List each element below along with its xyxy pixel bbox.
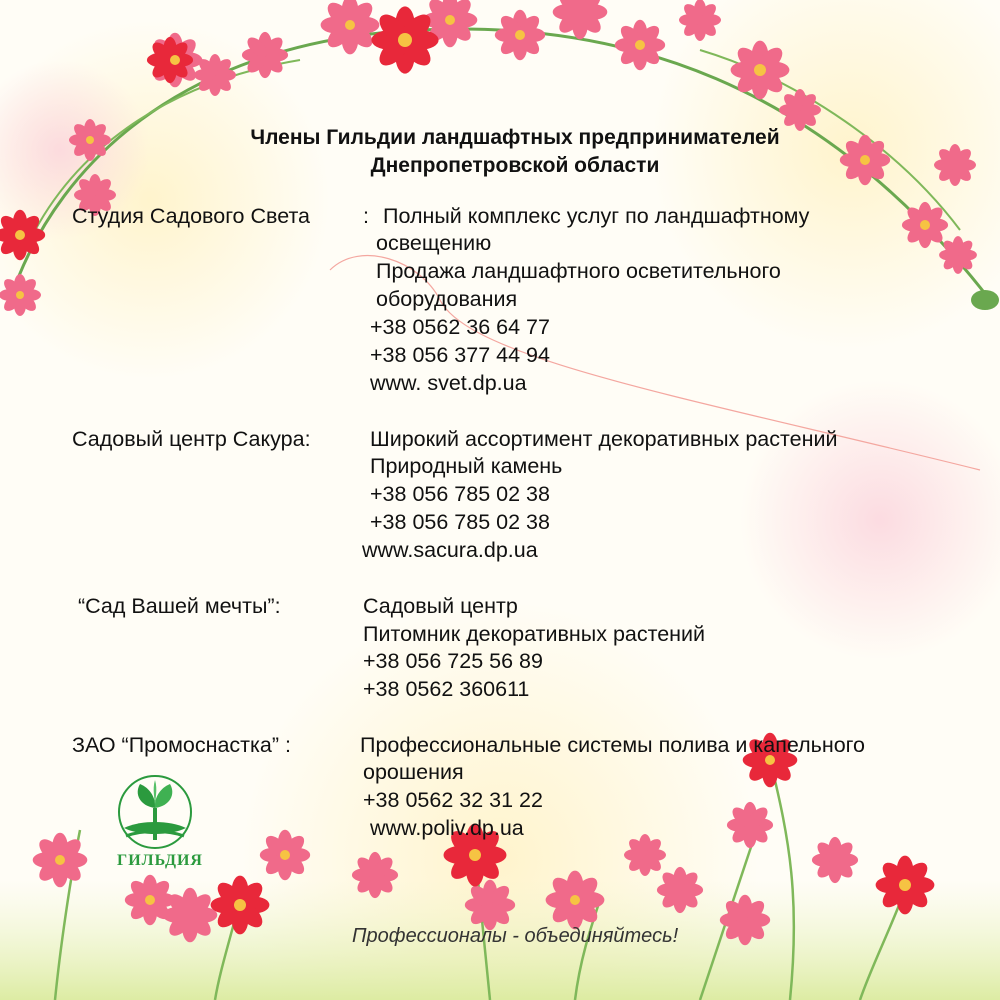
member-phone: +38 056 377 44 94 — [370, 343, 550, 367]
member-name-sakura: Садовый центр Сакура: — [72, 427, 311, 451]
member-description: Широкий ассортимент декоративных растений — [370, 427, 838, 451]
member-website-link[interactable]: www.sacura.dp.ua — [362, 538, 538, 562]
member-name-svet: Студия Садового Света — [72, 204, 311, 228]
member-description: Профессиональные системы полива и капельного — [360, 733, 865, 757]
member-description: Питомник декоративных растений — [363, 622, 706, 646]
guild-logo — [100, 770, 220, 890]
member-description: оборудования — [376, 287, 518, 311]
member-description: Природный камень — [370, 454, 563, 478]
member-website-link[interactable]: www. svet.dp.ua — [370, 371, 527, 395]
member-description: Продажа ландшафтного осветительного — [376, 259, 781, 283]
member-phone: +38 0562 360611 — [363, 677, 530, 701]
sprout-emblem-icon — [100, 770, 220, 860]
member-description: орошения — [363, 760, 464, 784]
member-phone: +38 056 725 56 89 — [363, 649, 543, 673]
member-description: Полный комплекс услуг по ландшафтному — [383, 204, 810, 228]
member-phone: +38 0562 32 31 22 — [363, 788, 543, 812]
member-phone: +38 0562 36 64 77 — [370, 315, 550, 339]
page-title-line2: Днепропетровской области — [370, 154, 660, 177]
member-description: освещению — [376, 231, 492, 255]
member-website-link[interactable]: www.poliv.dp.ua — [370, 816, 524, 840]
member-name-separator: : — [363, 204, 369, 228]
member-name-promosnastka: ЗАО “Промоснастка” : — [72, 733, 291, 757]
page-title-line1: Члены Гильдии ландшафтных предпринимателей — [250, 126, 780, 149]
member-name-sad-mechty: “Сад Вашей мечты”: — [78, 594, 281, 618]
footer-slogan: Профессионалы - объединяйтесь! — [352, 925, 679, 947]
member-description: Садовый центр — [363, 594, 518, 618]
member-phone: +38 056 785 02 38 — [370, 510, 550, 534]
guild-logo-label: ГИЛЬДИЯ — [117, 852, 203, 869]
member-phone: +38 056 785 02 38 — [370, 482, 550, 506]
